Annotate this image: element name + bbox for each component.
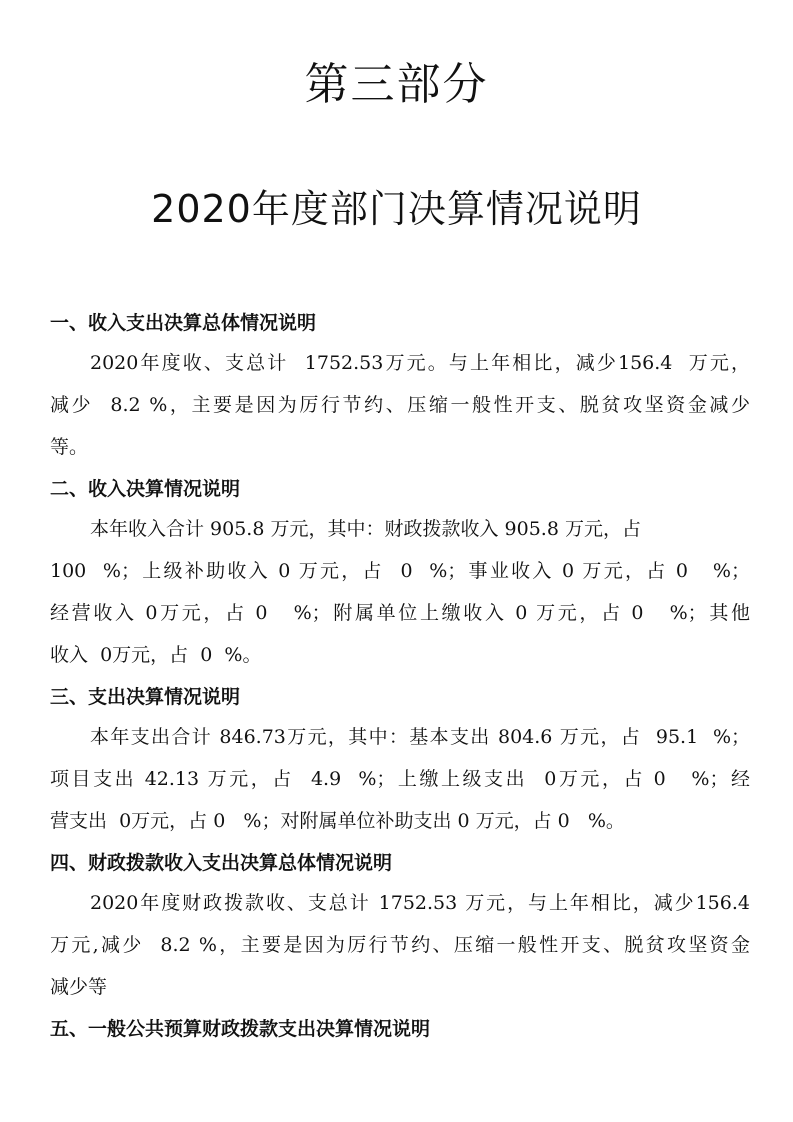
section-4-line-2: 万元,减少 8.2 %，主要是因为厉行节约、压缩一般性开支、脱贫攻坚资金 (50, 934, 750, 956)
part-title: 第三部分 (304, 59, 489, 110)
section-3-line-2: 项目支出 42.13 万元，占 4.9 %；上缴上级支出 0万元，占 0 %；经 (50, 768, 750, 790)
section-heading-1: 一、收入支出决算总体情况说明 (50, 312, 317, 334)
section-heading-4: 四、财政拨款收入支出决算总体情况说明 (50, 852, 393, 874)
section-heading-3: 三、支出决算情况说明 (50, 686, 241, 708)
section-2-line-4: 收入 0万元，占 0 %。 (50, 644, 262, 666)
section-heading-5: 五、一般公共预算财政拨款支出决算情况说明 (50, 1018, 431, 1040)
document-title: 2020年度部门决算情况说明 (151, 187, 642, 231)
section-4-line-1: 2020年度财政拨款收、支总计 1752.53 万元，与上年相比，减少156.4 (90, 892, 750, 914)
section-3-line-3: 营支出 0万元，占 0 %；对附属单位补助支出 0 万元，占 0 %。 (50, 810, 625, 832)
section-2-line-2: 100 %；上级补助收入 0 万元，占 0 %；事业收入 0 万元，占 0 %； (50, 560, 750, 582)
section-2-line-3: 经营收入 0万元，占 0 %；附属单位上缴收入 0 万元，占 0 %；其他 (50, 602, 750, 624)
section-heading-2: 二、收入决算情况说明 (50, 478, 241, 500)
section-1-line-3: 等。 (50, 436, 89, 458)
section-3-line-1: 本年支出合计 846.73万元，其中：基本支出 804.6 万元，占 95.1 %； (90, 726, 750, 748)
section-4-line-3: 减少等 (50, 976, 108, 998)
section-2-line-1: 本年收入合计 905.8 万元，其中：财政拨款收入 905.8 万元，占 (90, 518, 641, 540)
section-1-line-1: 2020年度收、支总计 1752.53万元。与上年相比，减少156.4 万元， (90, 352, 750, 374)
section-1-line-2: 减少 8.2 %，主要是因为厉行节约、压缩一般性开支、脱贫攻坚资金减少 (50, 394, 750, 416)
